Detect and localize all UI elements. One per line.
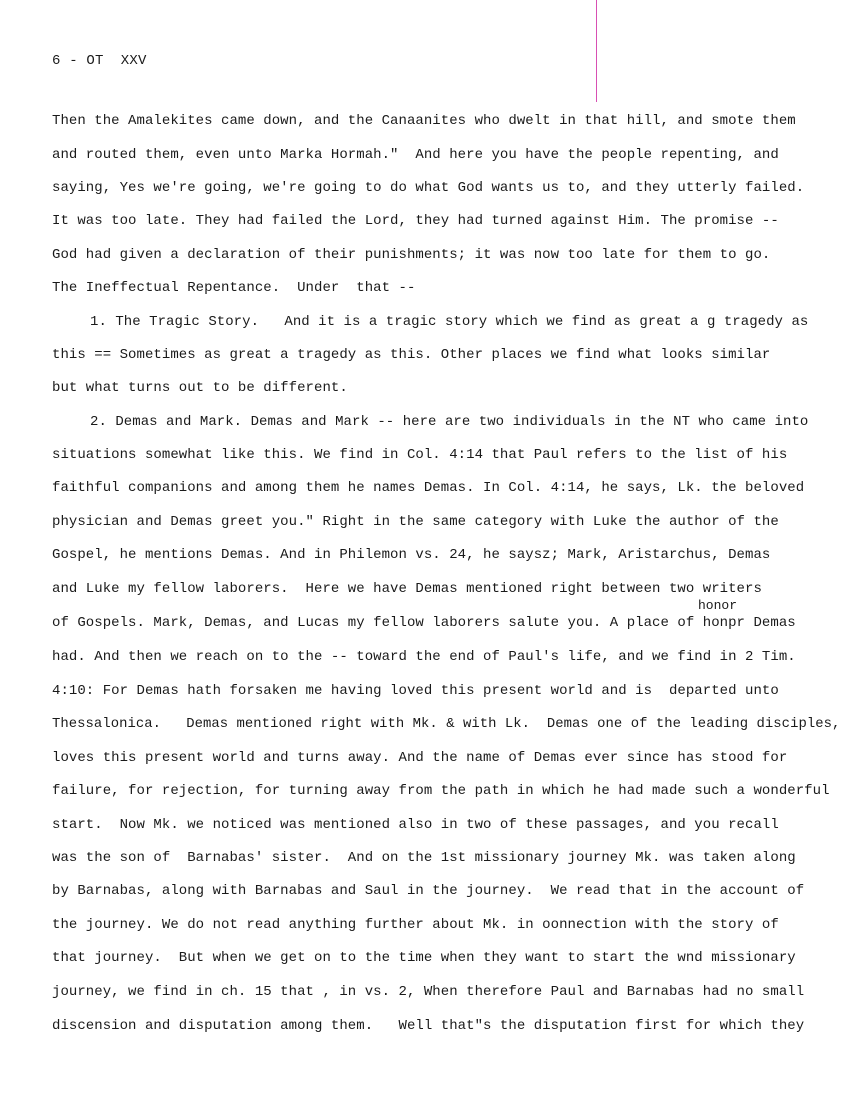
text-line: God had given a declaration of their punishments; it was now too late for them to go. [52, 247, 771, 263]
text-line: of Gospels. Mark, Demas, and Lucas my fellow laborers salute you. A place of honpr Demas [52, 615, 796, 631]
page-header: 6 - OT XXV [52, 53, 147, 69]
interlinear-correction: honor [698, 598, 738, 613]
text-line: The Ineffectual Repentance. Under that -- [52, 280, 416, 296]
text-line: that journey. But when we get on to the time when they want to start the wnd missionary [52, 950, 796, 966]
text-line: this == Sometimes as great a tragedy as this. Other places we find what looks similar [52, 347, 771, 363]
text-line: 2. Demas and Mark. Demas and Mark -- here are two individuals in the NT who came into [90, 414, 809, 430]
text-line: 1. The Tragic Story. And it is a tragic story which we find as great a g tragedy as [90, 314, 809, 330]
text-line: but what turns out to be different. [52, 380, 348, 396]
text-line: faithful companions and among them he names Demas. In Col. 4:14, he says, Lk. the beloved [52, 480, 805, 496]
text-line: loves this present world and turns away. And the name of Demas ever since has stood for [52, 750, 788, 766]
text-line: discension and disputation among them. Well that"s the disputation first for which they [52, 1018, 805, 1034]
margin-line [596, 0, 597, 102]
text-line: was the son of Barnabas' sister. And on the 1st missionary journey Mk. was taken along [52, 850, 796, 866]
text-line: saying, Yes we're going, we're going to do what God wants us to, and they utterly failed. [52, 180, 805, 196]
text-line: physician and Demas greet you." Right in the same category with Luke the author of the [52, 514, 779, 530]
text-line: 4:10: For Demas hath forsaken me having loved this present world and is departed unto [52, 683, 779, 699]
text-line: journey, we find in ch. 15 that , in vs. 2, When therefore Paul and Barnabas had no small [52, 984, 805, 1000]
text-line: start. Now Mk. we noticed was mentioned also in two of these passages, and you recall [52, 817, 779, 833]
text-line: It was too late. They had failed the Lord, they had turned against Him. The promise -- [52, 213, 779, 229]
text-line: situations somewhat like this. We find in Col. 4:14 that Paul refers to the list of his [52, 447, 788, 463]
text-line: and routed them, even unto Marka Hormah." And here you have the people repenting, and [52, 147, 779, 163]
text-line: Gospel, he mentions Demas. And in Philemon vs. 24, he saysz; Mark, Aristarchus, Demas [52, 547, 771, 563]
text-line: by Barnabas, along with Barnabas and Saul in the journey. We read that in the account of [52, 883, 805, 899]
text-line: had. And then we reach on to the -- toward the end of Paul's life, and we find in 2 Tim. [52, 649, 796, 665]
text-line: the journey. We do not read anything further about Mk. in oonnection with the story of [52, 917, 779, 933]
text-line: failure, for rejection, for turning away from the path in which he had made such a wonderful [52, 783, 830, 799]
text-line: Then the Amalekites came down, and the Canaanites who dwelt in that hill, and smote them [52, 113, 796, 129]
text-line: and Luke my fellow laborers. Here we have Demas mentioned right between two writers [52, 581, 762, 597]
text-line: Thessalonica. Demas mentioned right with Mk. & with Lk. Demas one of the leading disciples, [52, 716, 841, 732]
